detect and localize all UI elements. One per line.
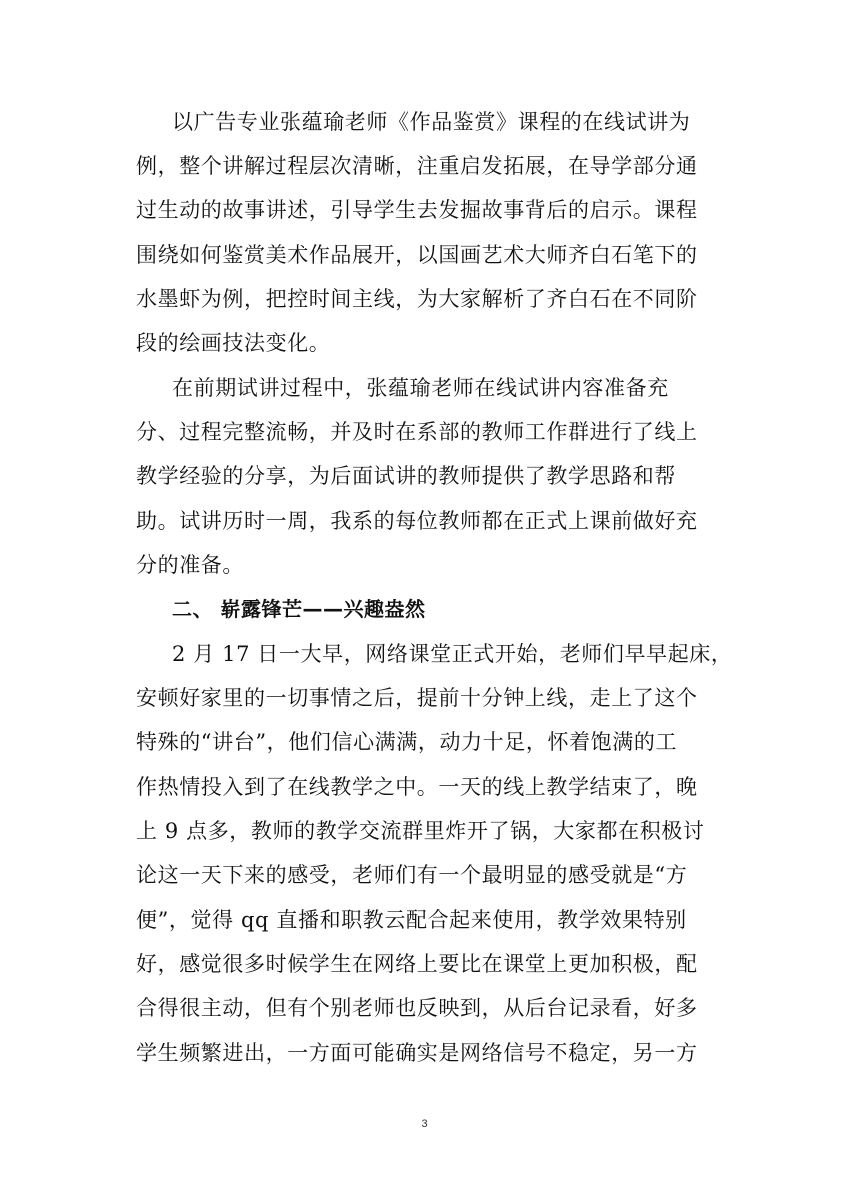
paragraph-line: 助。试讲历时一周，我系的每位教师都在正式上课前做好充: [136, 509, 698, 533]
paragraph-line: 教学经验的分享，为后面试讲的教师提供了教学思路和帮: [136, 464, 676, 488]
paragraph-line: 水墨虾为例，把控时间主线，为大家解析了齐白石在不同阶: [136, 287, 698, 311]
paragraph-line: 便”，觉得 qq 直播和职教云配合起来使用，教学效果特别: [136, 908, 687, 932]
paragraph-line: 段的绘画技法变化。: [136, 331, 331, 355]
paragraph-line: 分、过程完整流畅，并及时在系部的教师工作群进行了线上: [136, 420, 698, 444]
paragraph-line: 论这一天下来的感受，老师们有一个最明显的感受就是“方: [136, 863, 688, 887]
paragraph-line: 过生动的故事讲述，引导学生去发掘故事背后的启示。课程: [136, 198, 698, 222]
paragraph-line: 特殊的“讲台”，他们信心满满，动力十足，怀着饱满的工: [136, 730, 678, 754]
paragraph-line: 作热情投入到了在线教学之中。一天的线上教学结束了，晚: [136, 775, 698, 799]
paragraph-line: 围绕如何鉴赏美术作品展开，以国画艺术大师齐白石笔下的: [136, 243, 698, 267]
section-heading: 二、 崭露锋芒——兴趣盎然: [172, 597, 426, 621]
paragraph-line: 在前期试讲过程中，张蕴瑜老师在线试讲内容准备充: [172, 376, 669, 400]
paragraph-line: 安顿好家里的一切事情之后，提前十分钟上线，走上了这个: [136, 686, 698, 710]
paragraph-line: 上 9 点多，教师的教学交流群里炸开了锅，大家都在积极讨: [136, 819, 705, 843]
paragraph-line: 好，感觉很多时候学生在网络上要比在课堂上更加积极，配: [136, 952, 698, 976]
paragraph-line: 分的准备。: [136, 553, 244, 577]
paragraph-line: 以广告专业张蕴瑜老师《作品鉴赏》课程的在线试讲为: [172, 110, 691, 134]
paragraph-line: 合得很主动，但有个别老师也反映到，从后台记录看，好多: [136, 996, 698, 1020]
paragraph-line: 例，整个讲解过程层次清晰，注重启发拓展，在导学部分通: [136, 154, 698, 178]
paragraph-line: 学生频繁进出，一方面可能确实是网络信号不稳定，另一方: [136, 1041, 698, 1065]
paragraph-line: 2 月 17 日一大早，网络课堂正式开始，老师们早早起床，: [172, 642, 733, 666]
page-number: 3: [421, 1118, 428, 1130]
